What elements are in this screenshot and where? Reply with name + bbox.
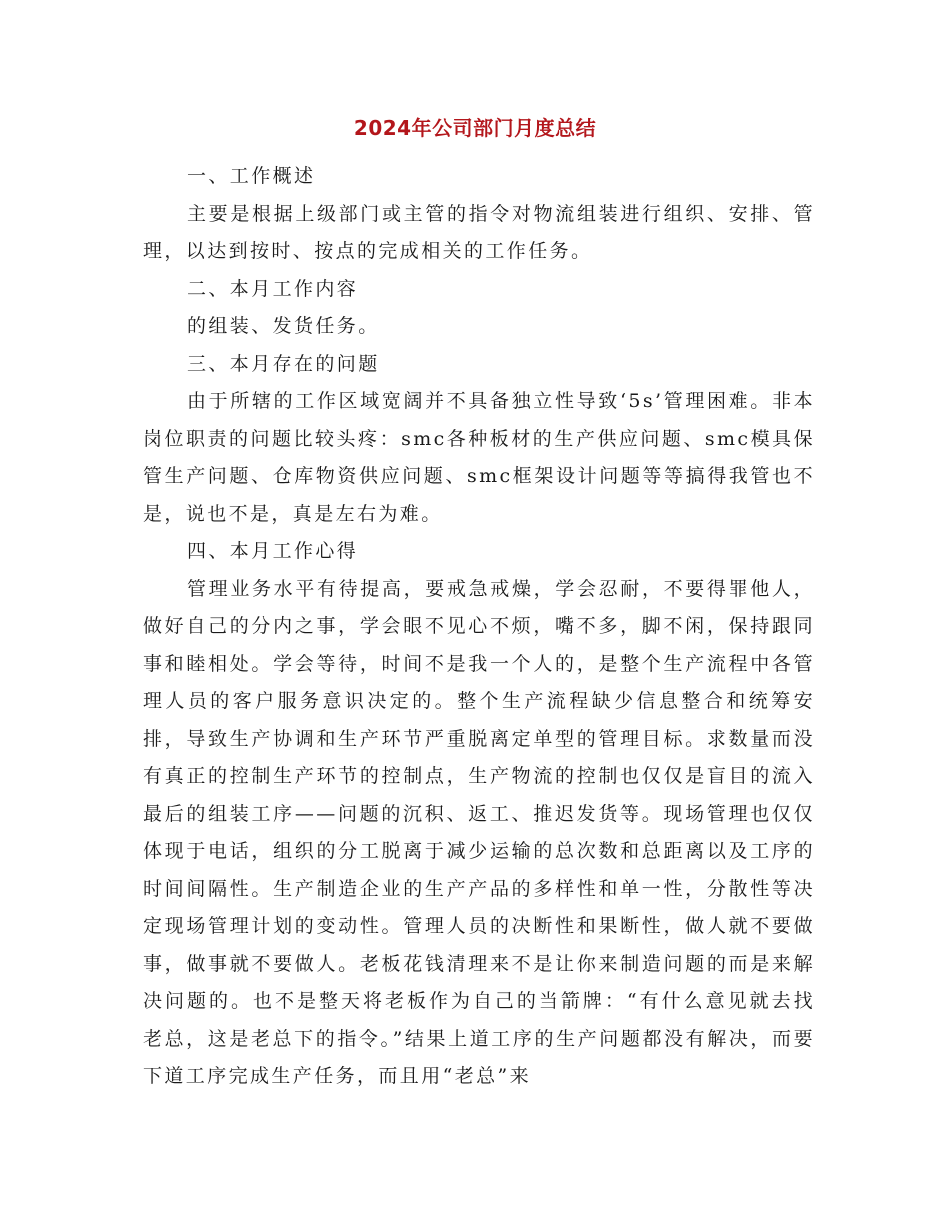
section-heading-overview: 一、工作概述	[187, 165, 316, 187]
paragraph-work-content: 的组装、发货任务。	[187, 315, 380, 337]
paragraph-insights: 管理业务水平有待提高，要戒急戒燥，学会忍耐，不要得罪他人，做好自己的分内之事，学会眼不见心不烦，嘴不多，脚不闲，保持跟同事和睦相处。学会等待，时间不是我一个人的，是整个生产流程中各管理人员的客户服务意识决定的。整个生产流程缺少信息整合和统筹安排，导致生产协调和生产环节严重脱离定单型的管理目标。求数量而没有真正的控制生产环节的控制点，生产物流的控制也仅仅是盲目的流入最后的组装工序——问题的沉积、返工、推迟发货等。现场管理也仅仅体现于电话，组织的分工脱离于减少运输的总次数和总距离以及工序的时间间隔性。生产制造企业的生产产品的多样性和单一性，分散性等决定现场管理计划的变动性。管理人员的决断性和果断性，做人就不要做事，做事就不要做人。老板花钱清理来不是让你来制造问题的而是来解决问题的。也不是整天将老板作为自己的当箭牌：“有什么意见就去找老总，这是老总下的指令。”结果上道工序的生产问题都没有解决，而要下道工序完成生产任务，而且用“老总”来	[143, 577, 815, 1087]
document-body	[143, 158, 815, 1096]
paragraph-overview: 主要是根据上级部门或主管的指令对物流组装进行组织、安排、管理，以达到按时、按点的完成相关的工作任务。	[143, 202, 815, 262]
paragraph-problems: 由于所辖的工作区域宽阔并不具备独立性导致‘5s’管理困难。非本岗位职责的问题比较头疼：smc各种板材的生产供应问题、smc模具保管生产问题、仓库物资供应问题、smc框架设计问题等等搞得我管也不是，说也不是，真是左右为难。	[143, 390, 815, 525]
section-heading-insights: 四、本月工作心得	[187, 540, 359, 562]
document-title: 2024年公司部门月度总结	[353, 116, 597, 140]
section-heading-problems: 三、本月存在的问题	[187, 352, 380, 375]
section-heading-work-content: 二、本月工作内容	[187, 277, 359, 300]
